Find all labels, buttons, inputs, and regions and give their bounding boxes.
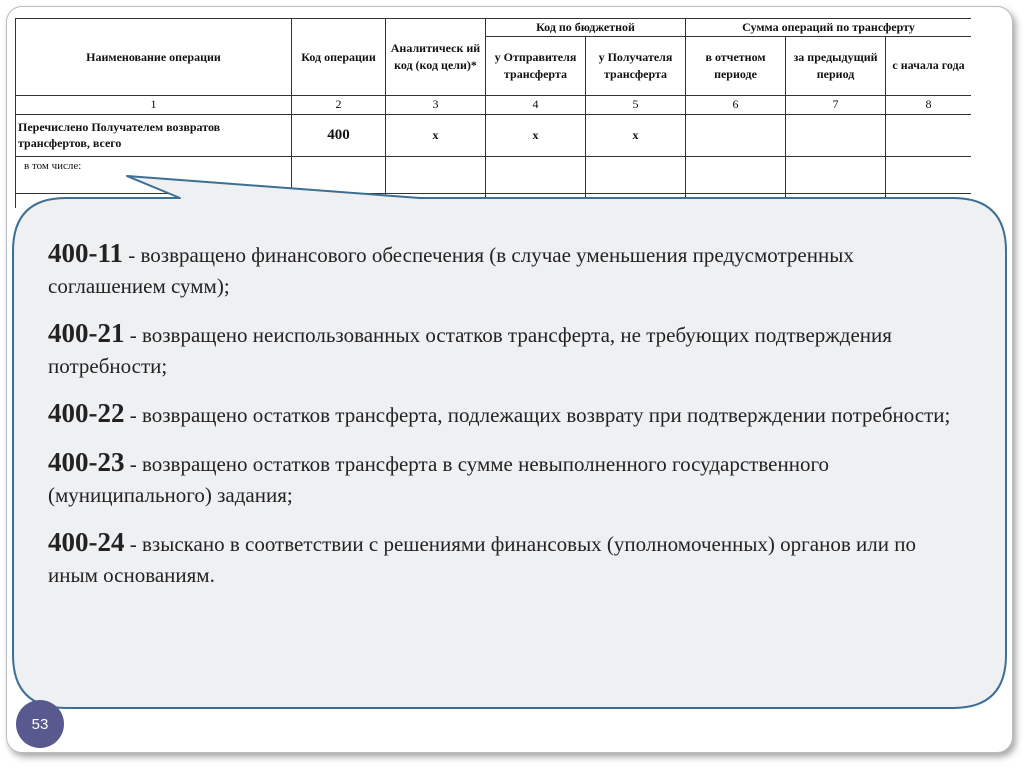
row-operation-name: Перечислено Получателем возвратов трансфертов, всего: [16, 114, 292, 156]
header-sum-reporting: в отчетном периоде: [686, 36, 786, 95]
header-budget-code-sender: у Отправителя трансферта: [486, 36, 586, 95]
operation-code-description: - возвращено остатков трансферта в сумме невыполненного государственного (муниципального) задания;: [48, 452, 830, 507]
header-sum-year-start: с начала года: [886, 36, 971, 95]
row-receiver-code: x: [586, 114, 686, 156]
column-number: 7: [786, 95, 886, 114]
header-budget-code-receiver: у Получателя трансферта: [586, 36, 686, 95]
column-number: 5: [586, 95, 686, 114]
operation-code-label: 400-23: [48, 447, 125, 477]
code-description-item: [48, 447, 963, 511]
column-number: 8: [886, 95, 971, 114]
column-number: 3: [386, 95, 486, 114]
row-sender-code: x: [486, 114, 586, 156]
code-description-item: [48, 238, 963, 302]
operation-code-description: - возвращено финансового обеспечения (в случае уменьшения предусмотренных соглашением сумм);: [48, 243, 854, 298]
column-number: 4: [486, 95, 586, 114]
header-operation-code: Код операции: [292, 19, 386, 96]
column-number: 6: [686, 95, 786, 114]
code-description-item: [48, 318, 963, 382]
code-description-item: [48, 527, 963, 591]
column-number: 2: [292, 95, 386, 114]
code-description-item: [48, 398, 963, 431]
header-sum-previous: за предыдущий период: [786, 36, 886, 95]
operation-code-label: 400-22: [48, 398, 125, 428]
column-number: 1: [16, 95, 292, 114]
row-including-label: в том числе:: [16, 156, 292, 193]
operation-code-label: 400-24: [48, 527, 125, 557]
callout-content: [48, 238, 963, 607]
header-operation-name: Наименование операции: [16, 19, 292, 96]
row-analytic-code: x: [386, 114, 486, 156]
header-analytic-code: Аналитическ ий код (код цели)*: [386, 19, 486, 96]
operation-code-description: - взыскано в соответствии с решениями финансовых (уполномоченных) органов или по иным основаниям.: [48, 532, 916, 587]
slide-number-badge: 53: [16, 700, 64, 748]
operation-code-description: - возвращено неиспользованных остатков трансферта, не требующих подтверждения потребности;: [48, 323, 892, 378]
operation-code-description: - возвращено остатков трансферта, подлежащих возврату при подтверждении потребности;: [124, 403, 951, 427]
row-operation-code: 400: [292, 114, 386, 156]
header-budget-code-group: Код по бюджетной: [486, 19, 686, 37]
header-sum-group: Сумма операций по трансферту: [686, 19, 971, 37]
operation-code-label: 400-21: [48, 318, 125, 348]
operation-code-label: 400-11: [48, 238, 124, 268]
